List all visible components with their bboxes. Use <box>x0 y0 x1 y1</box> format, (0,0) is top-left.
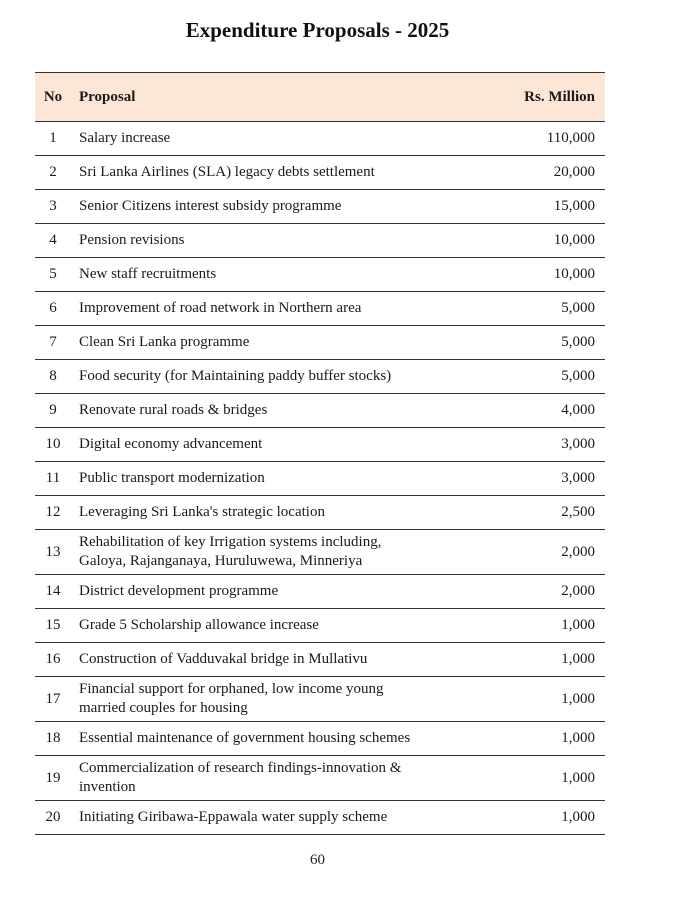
row-proposal <box>71 677 485 722</box>
table-row <box>35 530 605 575</box>
row-number: 8 <box>35 360 71 394</box>
table-row <box>35 292 605 326</box>
row-number: 10 <box>35 428 71 462</box>
table-row <box>35 428 605 462</box>
row-amount: 1,000 <box>485 643 605 677</box>
row-amount: 2,500 <box>485 496 605 530</box>
table-row <box>35 575 605 609</box>
row-proposal: District development programme <box>71 575 485 609</box>
row-proposal: Grade 5 Scholarship allowance increase <box>71 609 485 643</box>
row-proposal: Leveraging Sri Lanka's strategic location <box>71 496 485 530</box>
row-amount: 2,000 <box>485 575 605 609</box>
row-number: 18 <box>35 722 71 756</box>
table-row <box>35 609 605 643</box>
row-amount: 20,000 <box>485 156 605 190</box>
row-number: 19 <box>35 756 71 801</box>
row-proposal <box>71 756 485 801</box>
row-number: 15 <box>35 609 71 643</box>
row-proposal-line-2: invention <box>79 779 136 795</box>
row-proposal: Food security (for Maintaining paddy buffer stocks) <box>71 360 485 394</box>
row-number: 12 <box>35 496 71 530</box>
table-row <box>35 462 605 496</box>
row-proposal: Essential maintenance of government housing schemes <box>71 722 485 756</box>
table-row <box>35 190 605 224</box>
row-proposal: Improvement of road network in Northern area <box>71 292 485 326</box>
row-amount: 10,000 <box>485 258 605 292</box>
row-proposal: Salary increase <box>71 122 485 156</box>
row-amount: 1,000 <box>485 609 605 643</box>
row-amount: 110,000 <box>485 122 605 156</box>
row-proposal: Sri Lanka Airlines (SLA) legacy debts settlement <box>71 156 485 190</box>
row-proposal: Construction of Vadduvakal bridge in Mullativu <box>71 643 485 677</box>
row-amount: 5,000 <box>485 360 605 394</box>
document-title: Expenditure Proposals - 2025 <box>185 18 450 42</box>
row-number: 7 <box>35 326 71 360</box>
row-proposal-line-2: married couples for housing <box>79 700 248 716</box>
row-number: 17 <box>35 677 71 722</box>
row-amount: 1,000 <box>485 801 605 835</box>
row-number: 11 <box>35 462 71 496</box>
row-amount: 3,000 <box>485 428 605 462</box>
row-number: 2 <box>35 156 71 190</box>
header-amount: Rs. Million <box>485 73 605 122</box>
row-amount: 2,000 <box>485 530 605 575</box>
table-row <box>35 756 605 801</box>
table-row <box>35 801 605 835</box>
row-amount: 4,000 <box>485 394 605 428</box>
row-proposal-line-1: Rehabilitation of key Irrigation systems including, <box>79 534 382 550</box>
row-number: 20 <box>35 801 71 835</box>
row-proposal-line-1: Financial support for orphaned, low income young <box>79 681 384 697</box>
table-row <box>35 258 605 292</box>
table-row <box>35 156 605 190</box>
row-proposal: Initiating Giribawa-Eppawala water supply scheme <box>71 801 485 835</box>
row-amount: 15,000 <box>485 190 605 224</box>
row-amount: 5,000 <box>485 292 605 326</box>
row-amount: 3,000 <box>485 462 605 496</box>
row-number: 13 <box>35 530 71 575</box>
row-amount: 10,000 <box>485 224 605 258</box>
table-row <box>35 643 605 677</box>
row-proposal <box>71 530 485 575</box>
row-proposal: Senior Citizens interest subsidy programme <box>71 190 485 224</box>
row-number: 6 <box>35 292 71 326</box>
table-row <box>35 677 605 722</box>
row-proposal: Digital economy advancement <box>71 428 485 462</box>
row-number: 14 <box>35 575 71 609</box>
row-number: 1 <box>35 122 71 156</box>
row-proposal: New staff recruitments <box>71 258 485 292</box>
row-proposal-line-1: Commercialization of research findings-innovation & <box>79 760 402 776</box>
table-row <box>35 496 605 530</box>
row-number: 5 <box>35 258 71 292</box>
expenditure-table <box>35 72 605 835</box>
row-number: 4 <box>35 224 71 258</box>
row-number: 9 <box>35 394 71 428</box>
row-amount: 5,000 <box>485 326 605 360</box>
table-row <box>35 360 605 394</box>
table-row <box>35 122 605 156</box>
row-number: 3 <box>35 190 71 224</box>
table-row <box>35 326 605 360</box>
row-proposal: Public transport modernization <box>71 462 485 496</box>
table-header-row <box>35 73 605 122</box>
table-row <box>35 224 605 258</box>
row-proposal-line-2: Galoya, Rajanganaya, Huruluwewa, Minneriya <box>79 553 363 569</box>
header-proposal: Proposal <box>71 73 485 122</box>
row-proposal: Clean Sri Lanka programme <box>71 326 485 360</box>
row-number: 16 <box>35 643 71 677</box>
row-amount: 1,000 <box>485 756 605 801</box>
header-no: No <box>35 73 71 122</box>
table-row <box>35 722 605 756</box>
row-amount: 1,000 <box>485 722 605 756</box>
table-row <box>35 394 605 428</box>
row-amount: 1,000 <box>485 677 605 722</box>
row-proposal: Renovate rural roads & bridges <box>71 394 485 428</box>
page-number: 60 <box>310 852 325 868</box>
row-proposal: Pension revisions <box>71 224 485 258</box>
